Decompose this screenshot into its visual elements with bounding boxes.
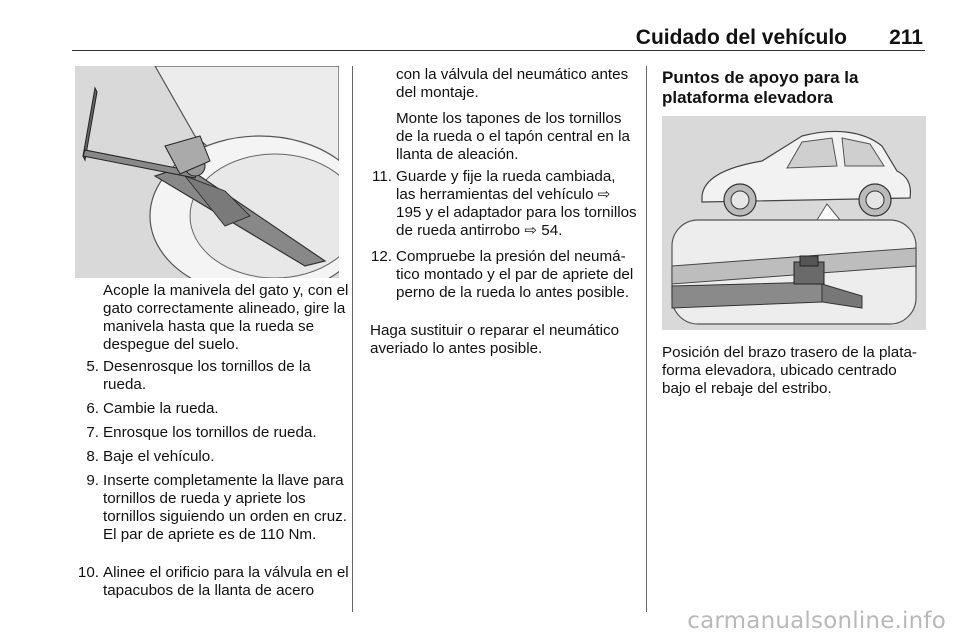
step-text: Guarde y fije la rueda cambiada, las herramientas del vehículo ⇨ 195 y el adaptador para los tornillos de rueda antirrobo ⇨ 54. (396, 168, 637, 239)
step-text: Alinee el orificio para la válvula en el tapacubos de la llanta de acero (103, 564, 349, 599)
list-item (366, 248, 638, 302)
lift-point-illustration (662, 116, 926, 330)
list-item (73, 472, 349, 544)
note-paragraph: Monte los tapones de los tornillos de la rueda o el tapón central en la llanta de aleación. (396, 110, 630, 163)
step-number: 6. (86, 400, 99, 417)
jack-crank-drawing (75, 66, 339, 278)
step-number: 5. (86, 358, 99, 375)
step-number: 11. (372, 168, 392, 185)
watermark: carmanualsonline.info (687, 608, 946, 634)
intro-paragraph: Acople la manivela del gato y, con el gato correctamente alineado, gire la manivela hasta que la rueda se despegue del suelo. (103, 282, 349, 353)
step-number: 12. (370, 248, 392, 265)
car-lift-drawing (662, 116, 926, 330)
step-text: Enrosque los tornillos de rueda. (103, 424, 317, 441)
step-number: 9. (86, 472, 99, 489)
step-text: Inserte completamente la llave para tornillos de rueda y apriete los tornillos siguiendo un orden en cruz. El par de apriete es de 110 Nm. (103, 472, 347, 543)
step-number: 10. (77, 564, 99, 581)
list-item (73, 358, 349, 394)
column-divider-1 (352, 66, 353, 612)
column-divider-2 (646, 66, 647, 612)
list-item (366, 168, 638, 240)
list-item (73, 448, 349, 466)
step-text: Cambie la rueda. (103, 400, 219, 417)
figure-caption: Posición del brazo trasero de la plata- forma elevadora, ubicado centrado bajo el rebaje del estribo. (662, 344, 917, 397)
step-number: 7. (86, 424, 99, 441)
step-number: 8. (86, 448, 99, 465)
section-heading: Puntos de apoyo para la plataforma elevadora (662, 68, 859, 107)
step-text: Baje el vehículo. (103, 448, 215, 465)
jack-illustration (75, 66, 339, 278)
closing-paragraph: Haga sustituir o reparar el neumático averiado lo antes posible. (370, 322, 620, 357)
step-text: Compruebe la presión del neumá- tico montado y el par de apriete del perno de la rueda lo antes posible. (396, 248, 634, 301)
step-text: Desenrosque los tornillos de la rueda. (103, 358, 311, 393)
section-title: Cuidado del vehículo (635, 26, 847, 49)
page-header (72, 20, 925, 51)
list-item (73, 424, 349, 442)
continued-paragraph: con la válvula del neumático antes del montaje. (396, 66, 629, 101)
page-number: 211 (889, 26, 923, 49)
list-item (73, 564, 349, 600)
list-item (73, 400, 349, 418)
